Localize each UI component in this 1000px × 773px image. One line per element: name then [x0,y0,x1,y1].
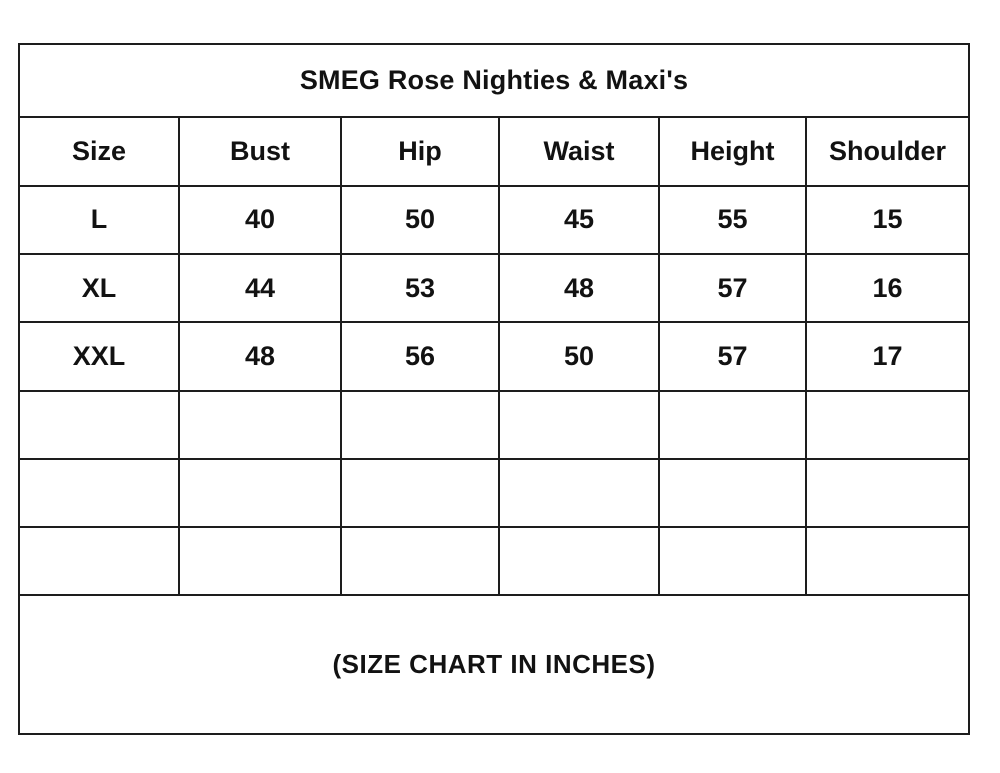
empty-cell [806,391,969,459]
cell-height: 55 [659,186,806,254]
empty-cell [19,391,179,459]
cell-waist: 45 [499,186,659,254]
column-header-hip: Hip [341,117,499,185]
chart-title: SMEG Rose Nighties & Maxi's [19,44,969,117]
cell-shoulder: 15 [806,186,969,254]
footer-row [19,595,969,734]
column-header-size: Size [19,117,179,185]
cell-shoulder: 17 [806,322,969,390]
empty-cell [659,391,806,459]
cell-hip: 50 [341,186,499,254]
empty-cell [19,459,179,527]
empty-cell [341,527,499,595]
cell-bust: 48 [179,322,341,390]
table-row-l [19,186,969,254]
cell-size: XXL [19,322,179,390]
empty-cell [499,527,659,595]
header-row [19,117,969,185]
empty-cell [179,391,341,459]
cell-shoulder: 16 [806,254,969,322]
empty-table-row [19,527,969,595]
empty-table-row [19,391,969,459]
cell-bust: 40 [179,186,341,254]
empty-cell [659,527,806,595]
table-row-xxl [19,322,969,390]
size-chart-table [18,43,970,735]
cell-hip: 56 [341,322,499,390]
column-header-bust: Bust [179,117,341,185]
cell-height: 57 [659,322,806,390]
empty-table-row [19,459,969,527]
empty-cell [341,391,499,459]
empty-cell [179,459,341,527]
empty-cell [179,527,341,595]
cell-size: XL [19,254,179,322]
empty-cell [499,391,659,459]
column-header-height: Height [659,117,806,185]
empty-cell [659,459,806,527]
units-note: (SIZE CHART IN INCHES) [19,595,969,734]
cell-bust: 44 [179,254,341,322]
cell-height: 57 [659,254,806,322]
empty-cell [19,527,179,595]
empty-cell [499,459,659,527]
cell-hip: 53 [341,254,499,322]
title-row [19,44,969,117]
column-header-shoulder: Shoulder [806,117,969,185]
cell-waist: 48 [499,254,659,322]
cell-waist: 50 [499,322,659,390]
empty-cell [806,527,969,595]
column-header-waist: Waist [499,117,659,185]
empty-cell [341,459,499,527]
cell-size: L [19,186,179,254]
size-chart-table-container [18,43,968,735]
empty-cell [806,459,969,527]
table-row-xl [19,254,969,322]
